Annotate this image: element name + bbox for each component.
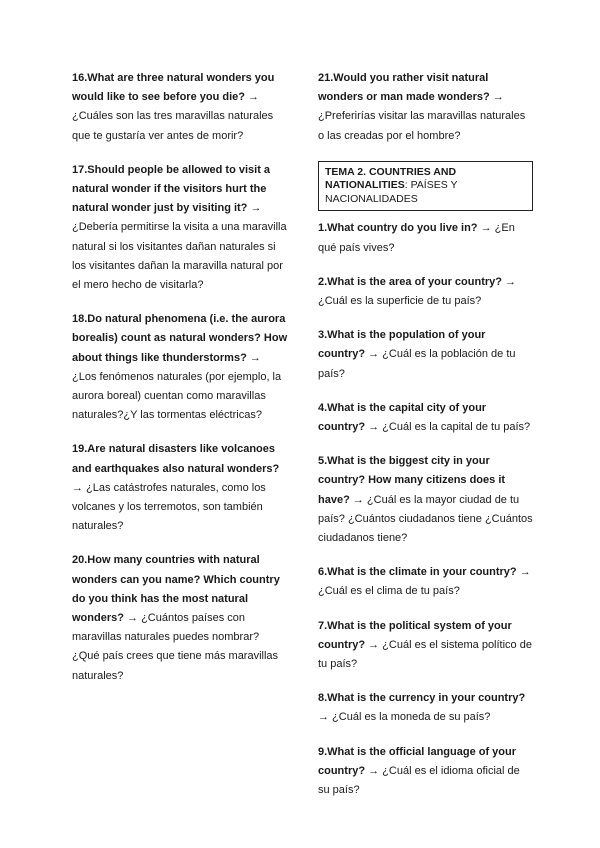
topic-title: TEMA 2. COUNTRIES AND NATIONALITIES <box>325 165 457 192</box>
question-spanish: → ¿Preferirías visitar las maravillas naturales o las creadas por el hombre? <box>318 91 526 142</box>
question-spanish: → ¿Las catástrofes naturales, como los volcanes y los terremotos, son también naturales? <box>72 481 266 533</box>
question-english: 21.Would you rather visit natural wonders or man made wonders? <box>318 72 490 104</box>
question-20 <box>72 551 288 685</box>
right-column <box>318 69 533 815</box>
question-english: 6.What is the climate in your country? <box>318 566 517 579</box>
question-spanish: → ¿Debería permitirse la visita a una maravilla natural si los visitantes dañan naturales si los visitantes dañan la maravilla natural por el mero hecho de visitarla? <box>72 202 287 292</box>
question-spanish: → ¿Cuál es el idioma oficial de su país? <box>318 764 520 796</box>
country-question-1 <box>318 219 533 257</box>
question-english: 9.What is the official language of your country? <box>318 745 517 777</box>
question-english: 16.What are three natural wonders you would like to see before you die? <box>72 72 275 104</box>
left-column <box>72 69 288 701</box>
country-question-8 <box>318 689 533 727</box>
question-spanish: → ¿Cuántos países con maravillas naturales puedes nombrar? ¿Qué país crees que tiene más maravillas naturales? <box>72 612 279 682</box>
question-spanish: → ¿Cuáles son las tres maravillas naturales que te gustaría ver antes de morir? <box>72 91 274 142</box>
question-spanish: → ¿En qué país vives? <box>318 222 515 254</box>
question-english: 18.Do natural phenomena (i.e. the aurora borealis) count as natural wonders? How about things like thunderstorms? <box>72 313 288 364</box>
question-17 <box>72 161 288 295</box>
question-16 <box>72 69 288 146</box>
question-spanish: → ¿Cuál es el sistema político de tu país? <box>318 638 532 670</box>
country-question-7 <box>318 617 533 675</box>
question-spanish: → ¿Cuál es el clima de tu país? <box>318 566 531 598</box>
question-english: 17.Should people be allowed to visit a natural wonder if the visitors hurt the natural wonder just by visiting it? <box>72 163 271 215</box>
country-question-6 <box>318 563 533 601</box>
country-question-2 <box>318 273 533 311</box>
country-question-3 <box>318 326 533 384</box>
country-question-5 <box>318 452 533 548</box>
question-english: 7.What is the political system of your country? <box>318 619 512 651</box>
question-english: 3.What is the population of your country? <box>318 329 486 361</box>
question-spanish: → ¿Cuál es la moneda de su país? <box>318 711 491 724</box>
question-19 <box>72 440 288 536</box>
question-english: 20.How many countries with natural wonders can you name? Which country do you think has the most natural wonders? <box>72 554 280 625</box>
topic-subtitle: : PAÍSES Y NACIONALIDADES <box>325 179 458 205</box>
question-english: 4.What is the capital city of your country? <box>318 401 487 433</box>
question-english: 1.What country do you live in? <box>318 222 478 235</box>
question-english: 2.What is the area of your country? <box>318 275 502 288</box>
country-question-4 <box>318 399 533 437</box>
question-english: 19.Are natural disasters like volcanoes and earthquakes also natural wonders? <box>72 443 280 475</box>
question-english: 8.What is the currency in your country? <box>318 692 526 705</box>
topic-heading-box <box>318 161 533 212</box>
question-spanish: → ¿Cuál es la mayor ciudad de tu país? ¿Cuántos ciudadanos tiene ¿Cuántos ciudadanos tiene? <box>318 493 533 544</box>
question-spanish: → ¿Cuál es la población de tu país? <box>318 348 516 380</box>
country-question-9 <box>318 743 533 801</box>
question-spanish: → ¿Los fenómenos naturales (por ejemplo, la aurora boreal) cuentan como maravillas naturales?¿Y las tormentas eléctricas? <box>72 351 282 422</box>
question-spanish: → ¿Cuál es la superficie de tu país? <box>318 275 517 307</box>
question-21 <box>318 69 533 146</box>
question-18 <box>72 310 288 425</box>
question-spanish: → ¿Cuál es la capital de tu país? <box>368 420 531 433</box>
question-english: 5.What is the biggest city in your country? How many citizens does it have? <box>318 455 506 506</box>
